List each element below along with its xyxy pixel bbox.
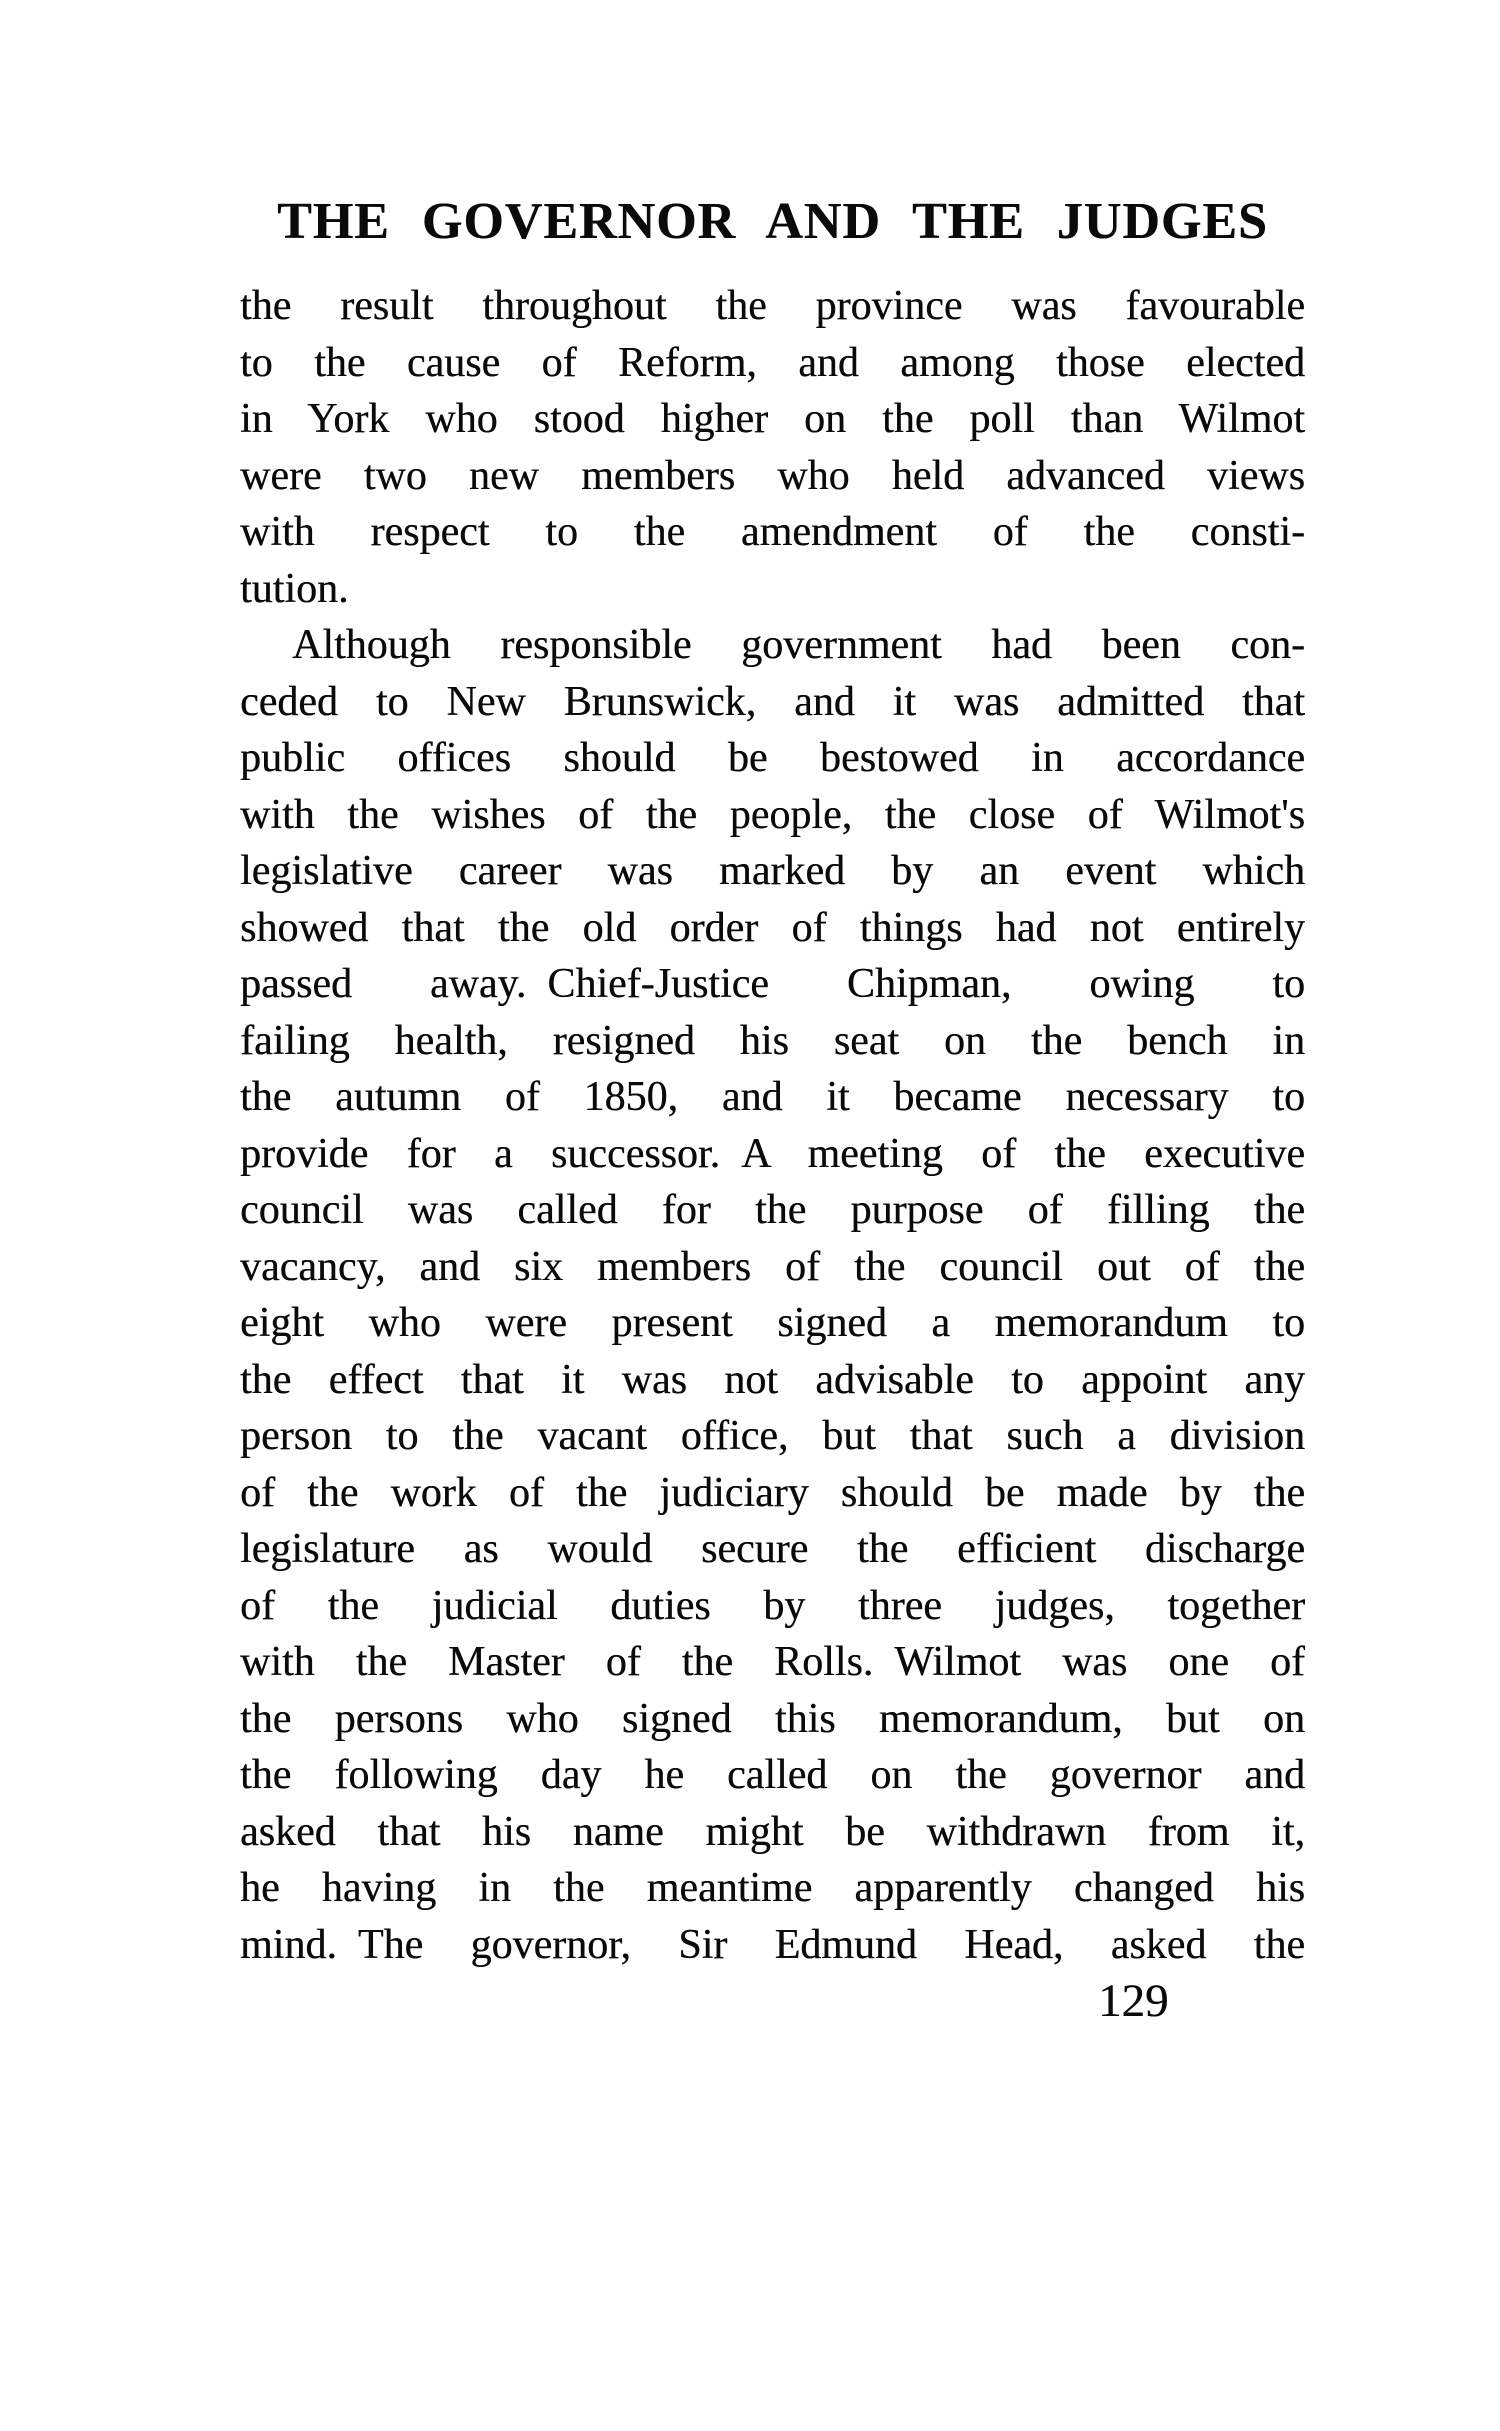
- text-line: council was called for the purpose of filling the: [240, 1187, 1305, 1233]
- text-line: eight who were present signed a memorandum to: [240, 1300, 1305, 1346]
- text-line: vacancy, and six members of the council out of the: [240, 1243, 1305, 1290]
- text-line: with respect to the amendment of the consti-: [240, 509, 1305, 555]
- text-line: passed away. Chief-Justice Chipman, owing to: [240, 961, 1305, 1007]
- text-line: legislature as would secure the efficient discharge: [240, 1526, 1305, 1572]
- body-text: [240, 278, 1305, 1973]
- text-line: the autumn of 1850, and it became necessary to: [240, 1074, 1305, 1120]
- text-line: public offices should be bestowed in accordance: [240, 735, 1305, 781]
- text-line: Although responsible government had been con-: [292, 622, 1305, 668]
- page-number: 129: [1098, 1975, 1169, 2027]
- text-line: failing health, resigned his seat on the bench in: [240, 1017, 1305, 1064]
- text-line: asked that his name might be withdrawn from it,: [240, 1808, 1305, 1855]
- text-line: the following day he called on the governor and: [240, 1752, 1305, 1798]
- text-line: ceded to New Brunswick, and it was admitted that: [240, 678, 1305, 725]
- text-line: legislative career was marked by an event which: [240, 848, 1305, 894]
- text-line: he having in the meantime apparently changed his: [240, 1865, 1305, 1911]
- text-line: to the cause of Reform, and among those elected: [240, 339, 1305, 386]
- text-line: tution.: [240, 565, 349, 612]
- text-line: with the Master of the Rolls. Wilmot was one of: [240, 1639, 1305, 1685]
- text-line: of the work of the judiciary should be made by the: [240, 1469, 1305, 1516]
- text-line: were two new members who held advanced views: [240, 452, 1305, 499]
- text-line: the effect that it was not advisable to appoint any: [240, 1356, 1305, 1403]
- text-line: person to the vacant office, but that such a division: [240, 1413, 1305, 1459]
- text-line: showed that the old order of things had not entirely: [240, 904, 1305, 951]
- text-line: the persons who signed this memorandum, but on: [240, 1695, 1305, 1742]
- text-line: provide for a successor. A meeting of the executive: [240, 1130, 1305, 1177]
- page-title: THE GOVERNOR AND THE JUDGES: [277, 193, 1268, 250]
- text-line: of the judicial duties by three judges, together: [240, 1582, 1305, 1629]
- text-line: the result throughout the province was favourable: [240, 283, 1305, 329]
- text-line: with the wishes of the people, the close of Wilmot's: [240, 791, 1305, 838]
- text-line: in York who stood higher on the poll than Wilmot: [240, 396, 1305, 442]
- text-line: mind. The governor, Sir Edmund Head, asked the: [240, 1921, 1305, 1968]
